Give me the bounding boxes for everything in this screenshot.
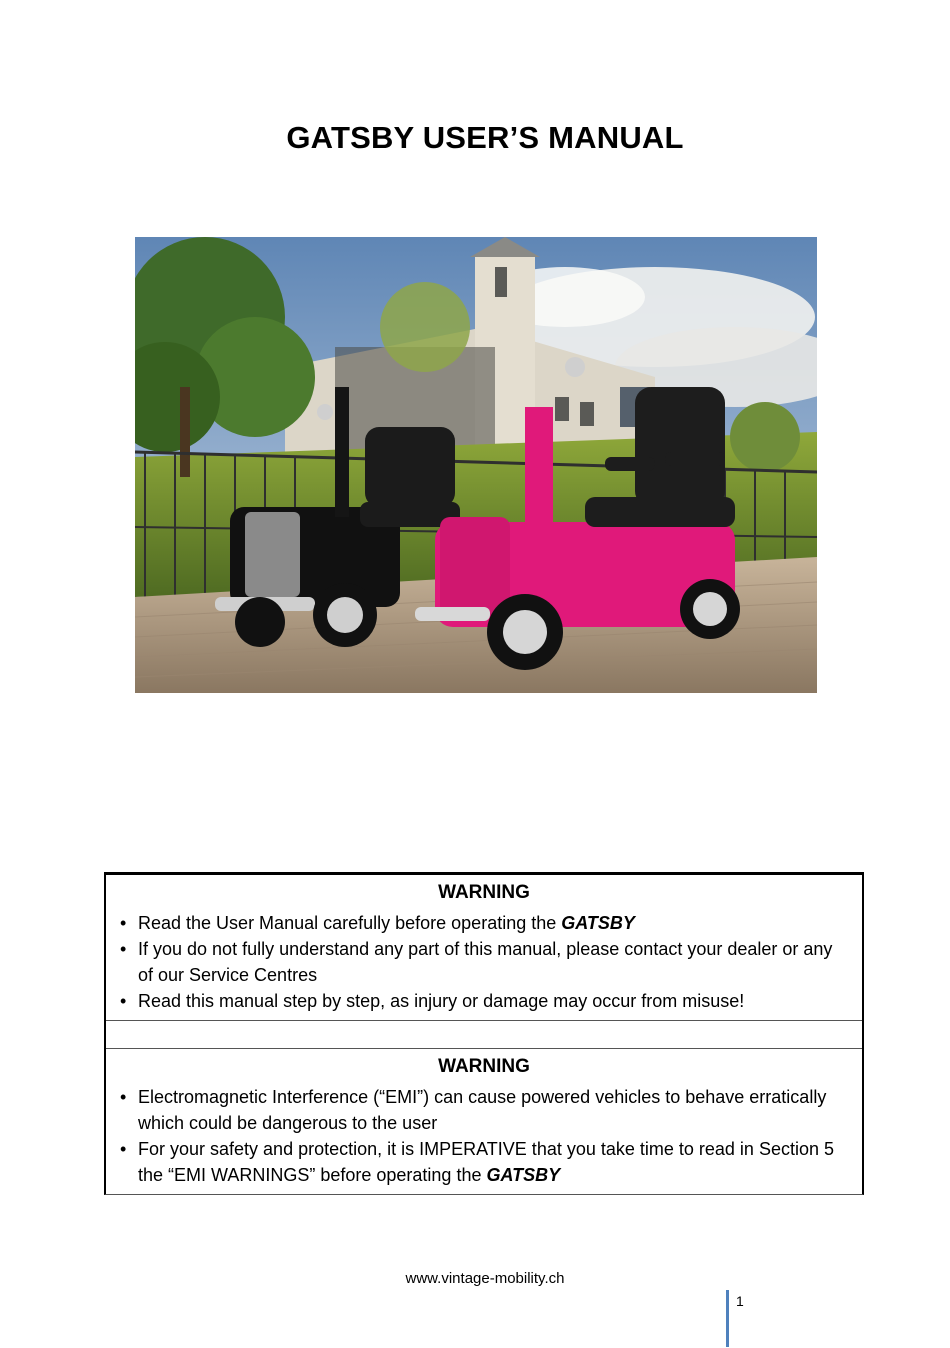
page-number-bar <box>726 1290 729 1347</box>
warning-heading: WARNING <box>438 882 530 903</box>
warning-box <box>104 872 864 1195</box>
cover-photo <box>135 237 817 693</box>
bullet-text: If you do not fully understand any part of this manual, please contact your dealer or any of our Service Centres <box>138 939 833 985</box>
footer-url: www.vintage-mobility.ch <box>405 1270 565 1287</box>
bullet-text: Read this manual step by step, as injury or damage may occur from misuse! <box>138 991 745 1011</box>
bullet-text: Electromagnetic Interference (“EMI”) can cause powered vehicles to behave erratically which could be dangerous to the user <box>138 1087 827 1133</box>
page-number: 1 <box>736 1293 744 1309</box>
bullet-text: For your safety and protection, it is IMPERATIVE that you take time to read in Section 5 the “EMI WARNINGS” before operating the <box>138 1139 834 1185</box>
list-item <box>116 936 852 988</box>
warning-section-manual <box>106 875 862 1020</box>
bullet-text: Read the User Manual carefully before operating the <box>138 913 562 933</box>
warning-heading: WARNING <box>438 1056 530 1077</box>
list-item <box>116 1084 852 1136</box>
warning-list <box>116 910 852 1014</box>
list-item <box>116 910 852 936</box>
section-divider <box>106 1020 862 1049</box>
page-title: GATSBY USER’S MANUAL <box>286 120 684 155</box>
brand-name: GATSBY <box>486 1165 561 1185</box>
list-item <box>116 1136 852 1188</box>
list-item <box>116 988 852 1014</box>
brand-name: GATSBY <box>561 913 635 933</box>
warning-section-emi <box>106 1049 862 1194</box>
scooters-photo-illustration <box>135 237 817 693</box>
warning-list <box>116 1084 852 1188</box>
